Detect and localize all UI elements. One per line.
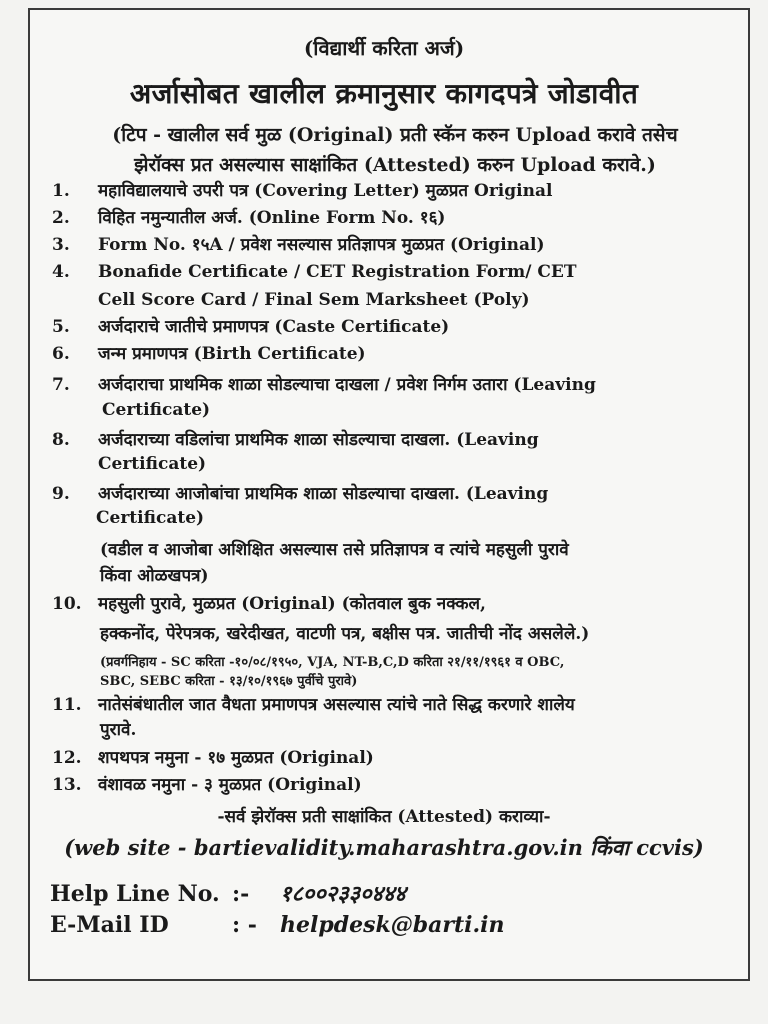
list-item: [52, 261, 576, 284]
item-text: महसुली पुरावे, मुळप्रत (Original) (कोतवाल बुक नक्कल,: [98, 594, 486, 614]
list-item: [52, 316, 449, 339]
item-text: अर्जदाराचे जातीचे प्रमाणपत्र (Caste Certificate): [98, 317, 450, 337]
list-item: [52, 374, 596, 397]
item-number: 5.: [52, 317, 70, 337]
list-item: [52, 180, 552, 203]
helpline-row: [50, 878, 406, 908]
item-text: विहित नमुन्यातील अर्ज. (Online Form No. १६): [98, 208, 446, 228]
item-number: 8.: [52, 430, 70, 450]
item-text: महाविद्यालयाचे उपरी पत्र (Covering Letter) मुळप्रत Original: [98, 181, 553, 201]
upload-note-line-1: (टिप - खालील सर्व मुळ (Original) प्रती स्कॅन करुन Upload करावे तसेच: [112, 124, 678, 146]
item-number: 11.: [52, 695, 82, 715]
item-text: वंशावळ नमुना - ३ मुळप्रत (Original): [98, 775, 362, 795]
list-item: [52, 694, 575, 717]
item-text-continuation: (वडील व आजोबा अशिक्षित असल्यास तसे प्रतिज्ञापत्र व त्यांचे महसुली पुरावे: [100, 540, 569, 560]
document-subtitle: (विद्यार्थी करिता अर्ज): [303, 36, 465, 60]
item-text: जन्म प्रमाणपत्र (Birth Certificate): [98, 344, 366, 364]
email-address: helpdesk@barti.in: [280, 912, 505, 938]
list-item: [52, 747, 374, 770]
list-item: [52, 207, 445, 230]
item-text: अर्जदाराच्या वडिलांचा प्राथमिक शाळा सोडल्याचा दाखला. (Leaving: [98, 430, 539, 450]
website-line: (web site - bartievalidity.maharashtra.gov.in किंवा ccvis): [64, 835, 704, 860]
helpline-label: Help Line No.: [50, 881, 220, 907]
email-row: [50, 912, 505, 938]
item-text-continuation: हक्कनोंद, पेरेपत्रक, खरेदीखत, वाटणी पत्र, बक्षीस पत्र. जातीची नोंद असलेले.): [100, 624, 590, 644]
item-text: शपथपत्र नमुना - १७ मुळप्रत (Original): [98, 748, 374, 768]
item-text-continuation: Certificate): [96, 508, 205, 528]
item-small-note: SBC, SEBC करिता - १३/१०/१९६७ पुर्वीचे पुरावे): [100, 674, 358, 689]
item-text: नातेसंबंधातील जात वैधता प्रमाणपत्र असल्यास त्यांचे नाते सिद्ध करणारे शालेय: [98, 695, 575, 715]
item-number: 3.: [52, 235, 70, 255]
item-small-note: (प्रवर्गनिहाय - SC करिता -१०/०८/१९५०, VJA, NT-B,C,D करिता २१/११/१९६१ व OBC,: [100, 655, 565, 670]
item-number: 13.: [52, 775, 82, 795]
item-text-continuation: Certificate): [98, 454, 207, 474]
list-item: [52, 343, 366, 366]
item-text-continuation: Cell Score Card / Final Sem Marksheet (Poly): [98, 290, 530, 310]
upload-note: [50, 120, 740, 180]
item-text: अर्जदाराच्या आजोबांचा प्राथमिक शाळा सोडल्याचा दाखला. (Leaving: [98, 484, 549, 504]
list-item: [52, 234, 545, 257]
document-title: अर्जासोबत खालील क्रमानुसार कागदपत्रे जोडावीत: [129, 77, 639, 110]
item-number: 9.: [52, 484, 70, 504]
item-text-continuation: किंवा ओळखपत्र): [100, 566, 209, 586]
email-separator: : -: [232, 912, 257, 938]
item-number: 1.: [52, 181, 70, 201]
attest-note: -सर्व झेरॉक्स प्रती साक्षांकित (Attested) कराव्या-: [217, 807, 551, 827]
list-item: [52, 429, 539, 452]
upload-note-line-2: झेरॉक्स प्रत असल्यास साक्षांकित (Attested) करुन Upload करावे.): [134, 154, 656, 176]
item-number: 2.: [52, 208, 70, 228]
helpline-separator: :-: [232, 881, 250, 907]
list-item: [52, 483, 548, 506]
list-item: [52, 593, 486, 616]
list-item: [52, 774, 362, 797]
item-number: 4.: [52, 262, 70, 282]
item-text: Form No. १५A / प्रवेश नसल्यास प्रतिज्ञापत्र मुळप्रत (Original): [98, 235, 545, 255]
item-number: 10.: [52, 594, 82, 614]
item-number: 12.: [52, 748, 82, 768]
email-label: E-Mail ID: [50, 912, 169, 938]
item-number: 7.: [52, 375, 70, 395]
item-text-continuation: Certificate): [102, 400, 211, 420]
item-text: Bonafide Certificate / CET Registration Form/ CET: [98, 262, 577, 282]
item-text-continuation: पुरावे.: [100, 720, 137, 740]
item-number: 6.: [52, 344, 70, 364]
item-text: अर्जदाराचा प्राथमिक शाळा सोडल्याचा दाखला / प्रवेश निर्गम उतारा (Leaving: [98, 375, 596, 395]
helpline-number: १८००२३३०४४४: [280, 881, 406, 907]
